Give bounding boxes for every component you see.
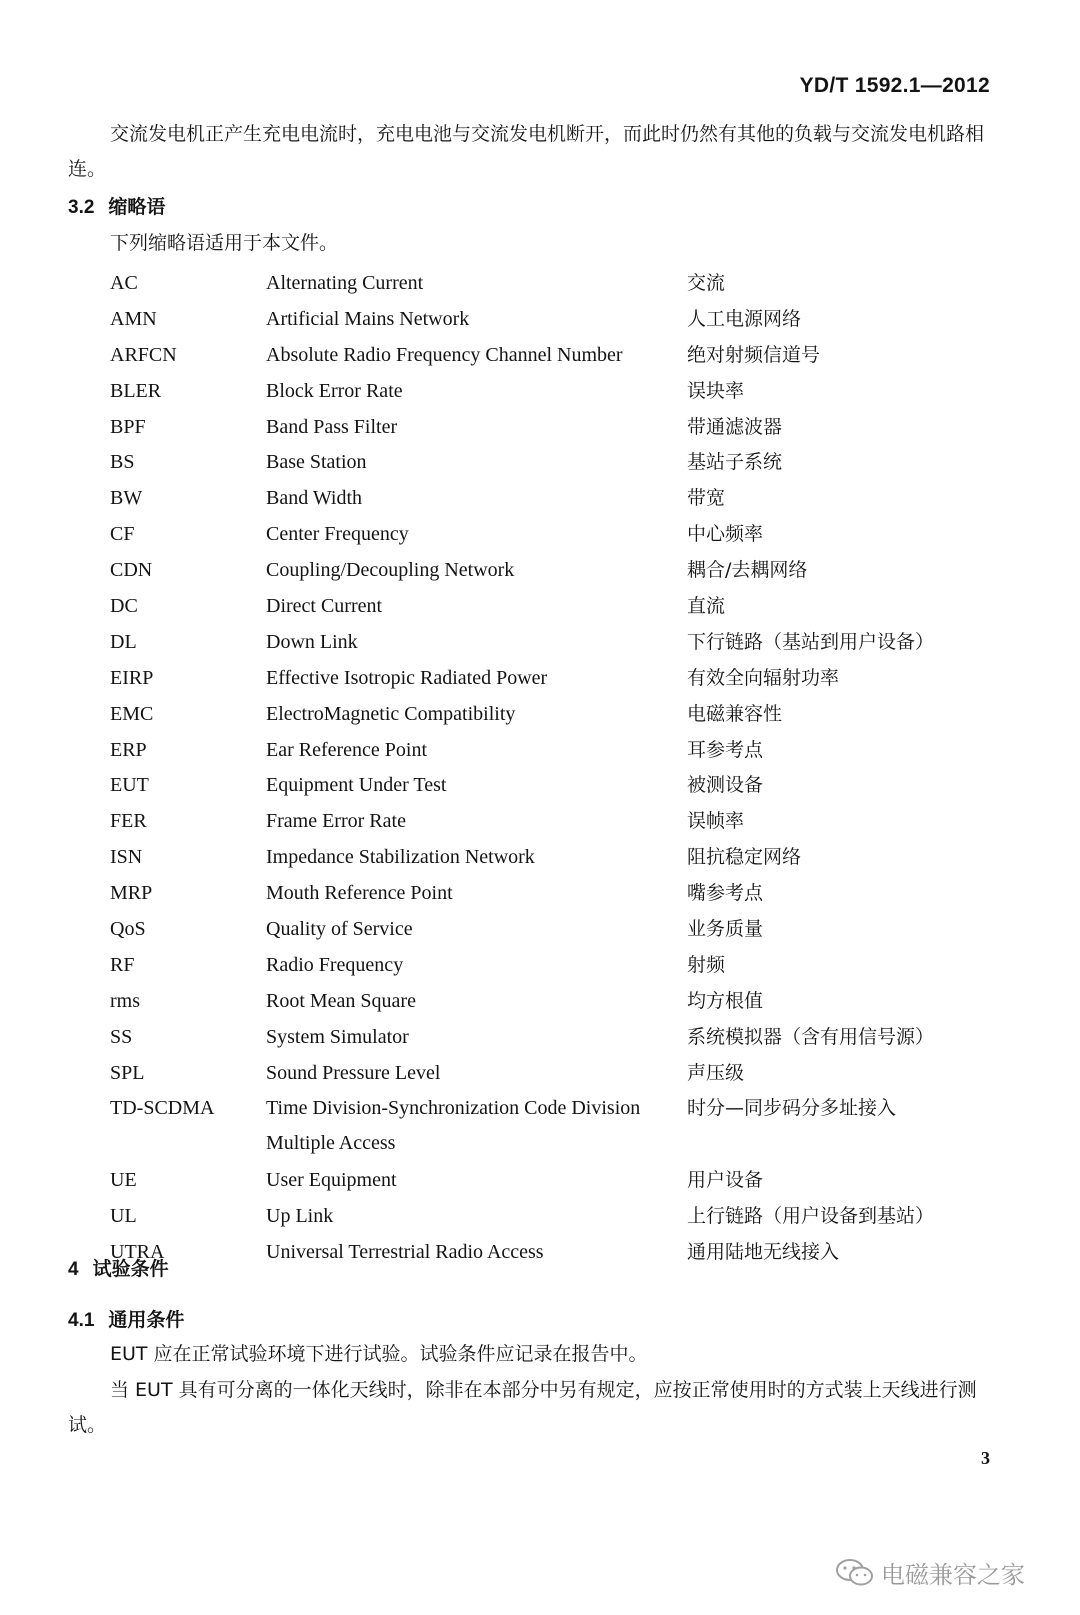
abbreviation-english: Down Link (266, 630, 358, 653)
abbreviation-row (110, 912, 1010, 948)
section-4-number: 4 (68, 1259, 79, 1280)
abbreviation-term: AMN (110, 307, 157, 330)
section-3-2-intro: 下列缩略语适用于本文件。 (110, 232, 339, 254)
abbreviation-chinese: 耳参考点 (687, 738, 764, 761)
abbreviation-english: Equipment Under Test (266, 774, 447, 797)
abbreviation-row (110, 984, 1010, 1020)
abbreviation-term: QoS (110, 918, 146, 941)
abbreviation-term: DL (110, 630, 137, 653)
abbreviation-row (110, 1235, 1010, 1271)
abbreviation-english: Root Mean Square (266, 989, 416, 1012)
abbreviation-english: User Equipment (266, 1169, 397, 1192)
abbreviation-chinese: 均方根值 (687, 989, 764, 1012)
abbreviation-chinese: 阻抗稳定网络 (687, 846, 802, 869)
abbreviation-term: SPL (110, 1061, 145, 1084)
section-4-1-title: 通用条件 (108, 1309, 185, 1331)
abbreviation-row (110, 804, 1010, 840)
abbreviation-chinese: 有效全向辐射功率 (687, 666, 840, 689)
abbreviation-chinese: 人工电源网络 (687, 307, 802, 330)
section-4-1-paragraph-2: 当 EUT 具有可分离的一体化天线时，除非在本部分中另有规定，应按正常使用时的方式装上天线进行测试。 (68, 1379, 977, 1436)
abbreviation-chinese: 时分—同步码分多址接入 (687, 1097, 897, 1120)
abbreviation-term: FER (110, 810, 147, 833)
abbreviation-chinese: 基站子系统 (687, 451, 783, 474)
abbreviation-chinese: 上行链路（用户设备到基站） (687, 1205, 935, 1228)
abbreviation-chinese: 带通滤波器 (687, 415, 783, 438)
abbreviation-chinese: 嘴参考点 (687, 882, 764, 905)
abbreviation-english: Alternating Current (266, 272, 424, 294)
abbreviation-term: ERP (110, 738, 147, 761)
abbreviation-row (110, 517, 1010, 553)
wechat-icon (835, 1558, 875, 1588)
abbreviation-chinese: 交流 (687, 272, 726, 294)
abbreviation-term: RF (110, 953, 135, 976)
abbreviation-term: MRP (110, 882, 153, 905)
abbreviation-row (110, 697, 1010, 733)
abbreviation-chinese: 射频 (687, 953, 726, 976)
abbreviation-english: Mouth Reference Point (266, 882, 453, 905)
abbreviation-english: System Simulator (266, 1025, 409, 1048)
abbreviation-term: EUT (110, 774, 149, 797)
abbreviation-row (110, 733, 1010, 769)
abbreviation-chinese: 中心频率 (687, 523, 764, 546)
abbreviation-english: Frame Error Rate (266, 810, 406, 833)
abbreviation-term: BW (110, 487, 143, 510)
section-4-title: 试验条件 (92, 1258, 169, 1280)
abbreviation-row (110, 1163, 1010, 1199)
abbreviation-chinese: 系统模拟器（含有用信号源） (687, 1025, 935, 1048)
abbreviation-row (110, 302, 1010, 338)
abbreviation-chinese: 误帧率 (687, 810, 745, 833)
abbreviation-chinese: 通用陆地无线接入 (687, 1241, 840, 1264)
abbreviation-row (110, 948, 1010, 984)
abbreviation-chinese: 业务质量 (687, 918, 764, 941)
abbreviation-english: Impedance Stabilization Network (266, 846, 535, 869)
section-3-2-title: 缩略语 (108, 196, 166, 218)
abbreviation-english: Center Frequency (266, 523, 409, 546)
abbreviation-chinese: 电磁兼容性 (687, 702, 783, 725)
abbreviation-chinese: 声压级 (687, 1061, 745, 1084)
abbreviation-english: Up Link (266, 1205, 334, 1228)
abbreviation-table (110, 266, 1010, 1271)
abbreviation-row (110, 589, 1010, 625)
section-4-1-number: 4.1 (68, 1310, 95, 1331)
abbreviation-row (110, 1020, 1010, 1056)
abbreviation-row (110, 1056, 1010, 1092)
abbreviation-chinese: 直流 (687, 595, 726, 618)
abbreviation-row (110, 481, 1010, 517)
abbreviation-chinese: 带宽 (687, 487, 726, 510)
abbreviation-english: Ear Reference Point (266, 738, 428, 761)
abbreviation-term: ARFCN (110, 343, 177, 366)
section-4-1-heading (68, 1306, 184, 1335)
abbreviation-term: CDN (110, 559, 153, 582)
abbreviation-row (110, 661, 1010, 697)
abbreviation-english: Band Width (266, 487, 363, 510)
abbreviation-row (110, 374, 1010, 410)
abbreviation-english: Time Division-Synchronization Code Division Multiple Access (266, 1097, 641, 1155)
abbreviation-row (110, 768, 1010, 804)
abbreviation-row (110, 840, 1010, 876)
intro-paragraph: 交流发电机正产生充电电流时，充电电池与交流发电机断开，而此时仍然有其他的负载与交流发电机路相连。 (68, 123, 985, 180)
abbreviation-row (110, 876, 1010, 912)
page-number: 3 (981, 1448, 990, 1468)
abbreviation-english: Sound Pressure Level (266, 1061, 441, 1084)
abbreviation-term: UTRA (110, 1241, 165, 1264)
abbreviation-chinese: 用户设备 (687, 1169, 764, 1192)
abbreviation-english: Effective Isotropic Radiated Power (266, 666, 548, 689)
abbreviation-term: rms (110, 989, 140, 1012)
abbreviation-term: UL (110, 1205, 137, 1228)
abbreviation-chinese: 被测设备 (687, 774, 764, 797)
abbreviation-term: EIRP (110, 666, 154, 689)
section-3-2-number: 3.2 (68, 197, 95, 218)
abbreviation-row (110, 1091, 1010, 1163)
abbreviation-chinese: 下行链路（基站到用户设备） (687, 630, 935, 653)
abbreviation-term: DC (110, 595, 138, 618)
abbreviation-row (110, 553, 1010, 589)
abbreviation-chinese: 误块率 (687, 379, 745, 402)
abbreviation-english: Absolute Radio Frequency Channel Number (266, 343, 623, 366)
abbreviation-term: BLER (110, 379, 162, 402)
watermark-text: 电磁兼容之家 (881, 1561, 1025, 1589)
abbreviation-term: AC (110, 272, 138, 294)
abbreviation-row (110, 338, 1010, 374)
abbreviation-english: Universal Terrestrial Radio Access (266, 1241, 544, 1264)
abbreviation-term: CF (110, 523, 135, 546)
section-3-2-heading (68, 193, 165, 222)
abbreviation-chinese: 耦合/去耦网络 (687, 559, 808, 582)
abbreviation-row (110, 445, 1010, 481)
abbreviation-term: SS (110, 1025, 133, 1048)
abbreviation-term: EMC (110, 702, 154, 725)
watermark (835, 1555, 1025, 1590)
abbreviation-term: TD-SCDMA (110, 1097, 215, 1120)
abbreviation-english: Base Station (266, 451, 367, 474)
abbreviation-term: BS (110, 451, 135, 474)
abbreviation-english: Quality of Service (266, 918, 413, 941)
abbreviation-term: UE (110, 1169, 137, 1192)
abbreviation-english: Direct Current (266, 595, 383, 618)
abbreviation-english: Coupling/Decoupling Network (266, 559, 515, 582)
standard-code: YD/T 1592.1—2012 (799, 74, 990, 97)
abbreviation-english: Block Error Rate (266, 379, 403, 402)
abbreviation-term: BPF (110, 415, 146, 438)
abbreviation-english: Radio Frequency (266, 953, 404, 976)
abbreviation-row (110, 1199, 1010, 1235)
abbreviation-english: Band Pass Filter (266, 415, 398, 438)
abbreviation-row (110, 625, 1010, 661)
abbreviation-row (110, 266, 1010, 302)
abbreviation-chinese: 绝对射频信道号 (687, 343, 821, 366)
abbreviation-english: ElectroMagnetic Compatibility (266, 702, 516, 725)
section-4-heading (68, 1255, 169, 1284)
abbreviation-english: Artificial Mains Network (266, 307, 470, 330)
abbreviation-row (110, 410, 1010, 446)
section-4-1-paragraph-1: EUT 应在正常试验环境下进行试验。试验条件应记录在报告中。 (110, 1343, 648, 1365)
abbreviation-term: ISN (110, 846, 143, 869)
